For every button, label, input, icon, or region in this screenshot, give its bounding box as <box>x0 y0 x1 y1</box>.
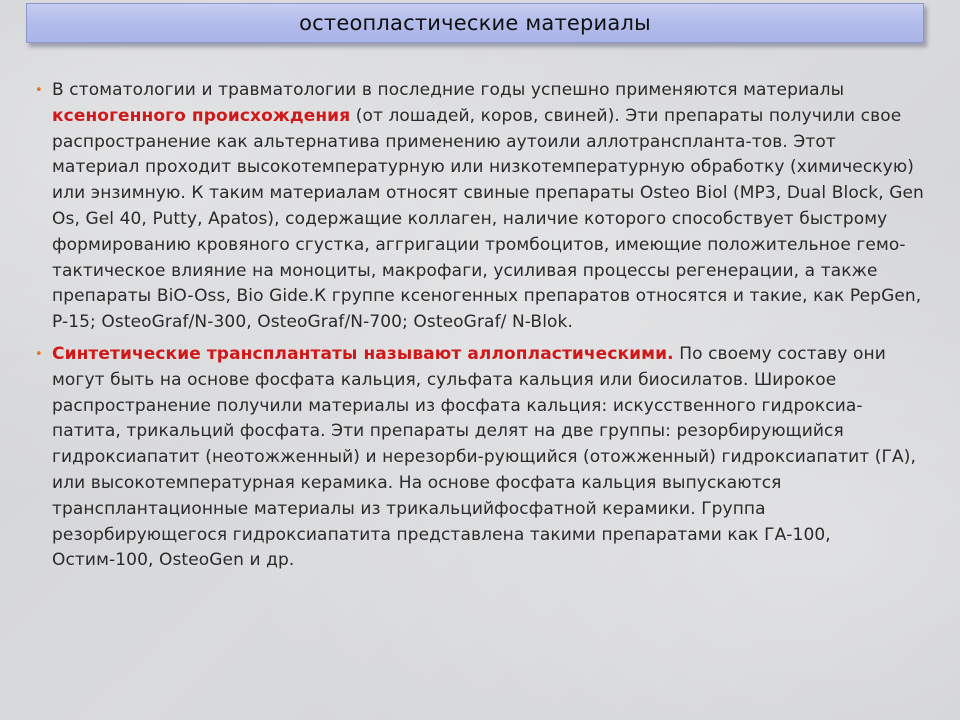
paragraph-text: В стоматологии и травматологии в последние годы успешно применяются материалы <box>52 80 845 100</box>
bullet-icon: • <box>35 346 43 362</box>
slide-body <box>34 78 924 574</box>
paragraph-text: По своему составу они могут быть на основе фосфата кальция, сульфата кальция или биосилатов. Широкое распространение получили материалы из фосфата кальция: искусственного гидроксиа-патита, трикальций фосфата. Эти препараты делят на две группы: резорбирующийся гидроксиапатит (неотожженный) и нерезорби-рующийся (отожженный) гидроксиапатит (ГА), или высокотемпературная керамика. На основе фосфата кальция выпускаются трансплантационные материалы из трикальцийфосфатной керамики. Группа резорбирующегося гидроксиапатита представлена такими препаратами как ГА-100, Остим-100, OsteoGen и др. <box>52 343 916 571</box>
highlight-text: ксеногенного происхождения <box>52 105 351 126</box>
highlight-text: Синтетические трансплантаты называют аллопластическими. <box>52 343 674 364</box>
paragraph-text: (от лошадей, коров, свиней). Эти препараты получили свое распространение как альтернатива применению аутоили аллотранспланта-тов. Этот материал проходит высокотемпературную или низкотемпературную обработку (химическую) или энзимную. К таким материалам относят свиные препараты Osteo Biol (MP3, Dual Block, Gen Os, Gel 40, Putty, Apatos), содержащие коллаген, наличие которого способствует быстрому формированию кровяного сгустка, аггригации тромбоцитов, имеющие положительное гемо-тактическое влияние на моноциты, макрофаги, усиливая процессы регенерации, а также препараты BiO-Oss, Bio Gide.К группе ксеногенных препаратов относятся и такие, как PepGen, P-15; OsteoGraf/N-300, OsteoGraf/N-700; OsteoGraf/ N-Blok. <box>52 105 924 333</box>
bullet-icon: • <box>35 83 43 98</box>
slide-title-bar <box>26 3 924 43</box>
paragraph-xenogenic <box>34 78 924 336</box>
slide-title: остеопластические материалы <box>299 11 651 35</box>
paragraph-synthetic <box>34 342 924 574</box>
